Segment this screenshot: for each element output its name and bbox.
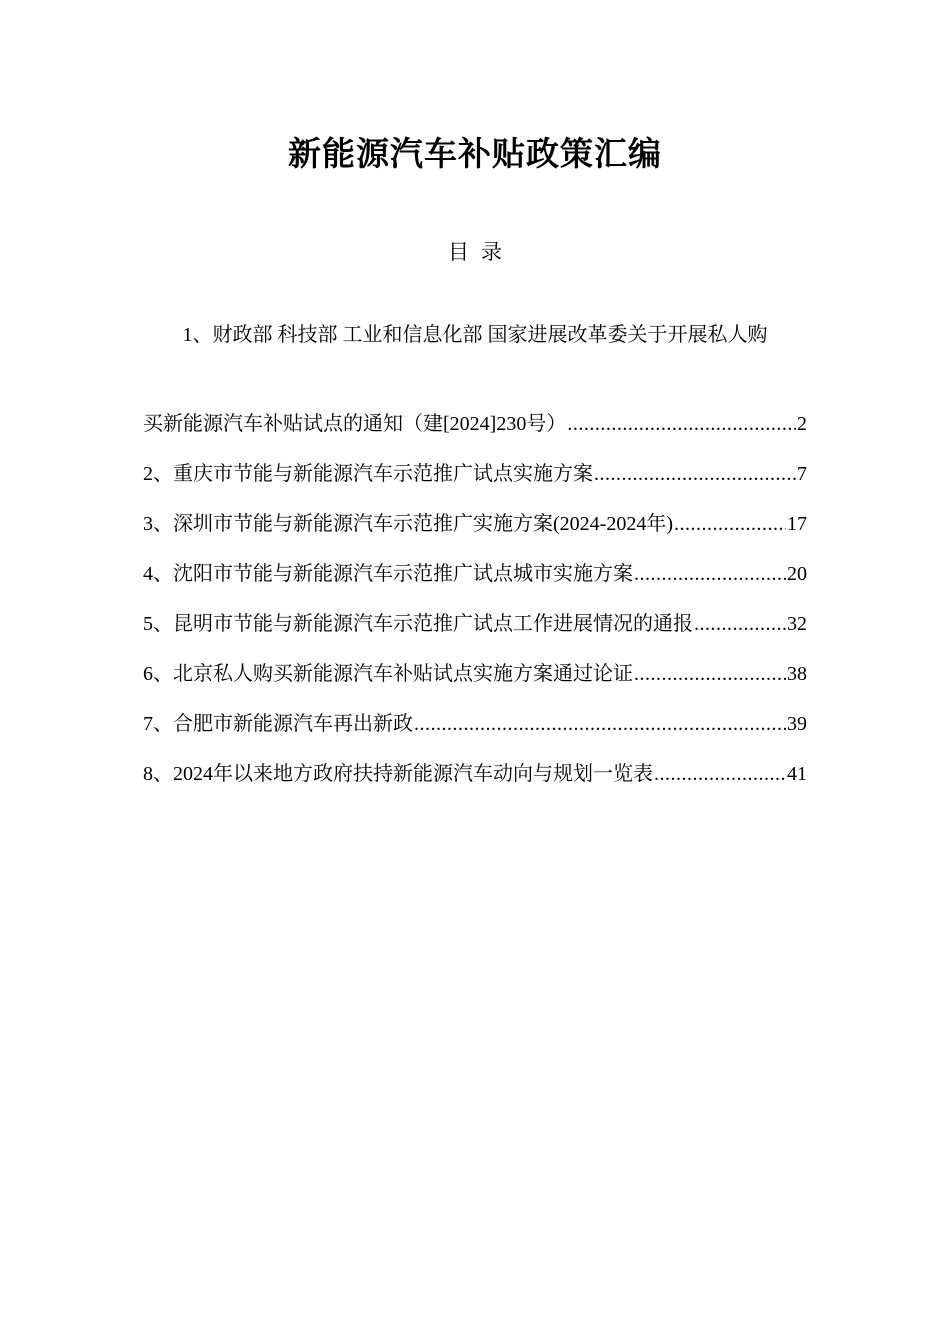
toc-leader-dots xyxy=(594,455,796,493)
toc-entry-7[interactable] xyxy=(143,705,807,755)
toc-entry-text: 买新能源汽车补贴试点的通知（建[2024]230号） xyxy=(143,413,567,435)
toc-heading-char-2: 录 xyxy=(481,240,502,264)
toc-leader-dots xyxy=(674,505,786,543)
toc-leader-dots xyxy=(634,655,786,693)
toc-page-number: 7 xyxy=(797,463,807,485)
toc-page-number: 41 xyxy=(787,763,807,785)
toc-heading xyxy=(0,236,950,266)
toc-entry-4[interactable] xyxy=(143,555,807,605)
toc-entry-text: 2、重庆市节能与新能源汽车示范推广试点实施方案 xyxy=(143,463,593,485)
toc-leader-dots xyxy=(414,705,786,743)
toc-entry-5[interactable] xyxy=(143,605,807,655)
toc-entry-text: 3、深圳市节能与新能源汽车示范推广实施方案(2024-2024年) xyxy=(143,513,673,535)
toc-leader-dots xyxy=(654,755,786,793)
toc-page-number: 39 xyxy=(787,713,807,735)
toc-page-number: 17 xyxy=(787,513,807,535)
toc-entry-6[interactable] xyxy=(143,655,807,705)
toc-page-number: 2 xyxy=(797,413,807,435)
toc-entry-text: 4、沈阳市节能与新能源汽车示范推广试点城市实施方案 xyxy=(143,563,633,585)
toc-leader-dots xyxy=(634,555,786,593)
toc-entry-text: 6、北京私人购买新能源汽车补贴试点实施方案通过论证 xyxy=(143,663,633,685)
toc-heading-char-1: 目 xyxy=(448,240,469,264)
toc-list xyxy=(143,405,807,805)
toc-entry-8[interactable] xyxy=(143,755,807,805)
toc-entry-1[interactable] xyxy=(143,405,807,455)
toc-entry-text: 8、2024年以来地方政府扶持新能源汽车动向与规划一览表 xyxy=(143,763,653,785)
toc-leader-dots xyxy=(694,605,786,643)
toc-leader-dots xyxy=(567,405,796,443)
document-title: 新能源汽车补贴政策汇编 xyxy=(288,134,662,173)
toc-page-number: 20 xyxy=(787,563,807,585)
toc-entry-text: 7、合肥市新能源汽车再出新政 xyxy=(143,713,413,735)
toc-entry-1-first-line[interactable]: 1、财政部 科技部 工业和信息化部 国家进展改革委关于开展私人购 xyxy=(182,324,768,346)
toc-page-number: 32 xyxy=(787,613,807,635)
toc-entry-3[interactable] xyxy=(143,505,807,555)
toc-entry-2[interactable] xyxy=(143,455,807,505)
toc-entry-text: 5、昆明市节能与新能源汽车示范推广试点工作进展情况的通报 xyxy=(143,613,693,635)
toc-page-number: 38 xyxy=(787,663,807,685)
